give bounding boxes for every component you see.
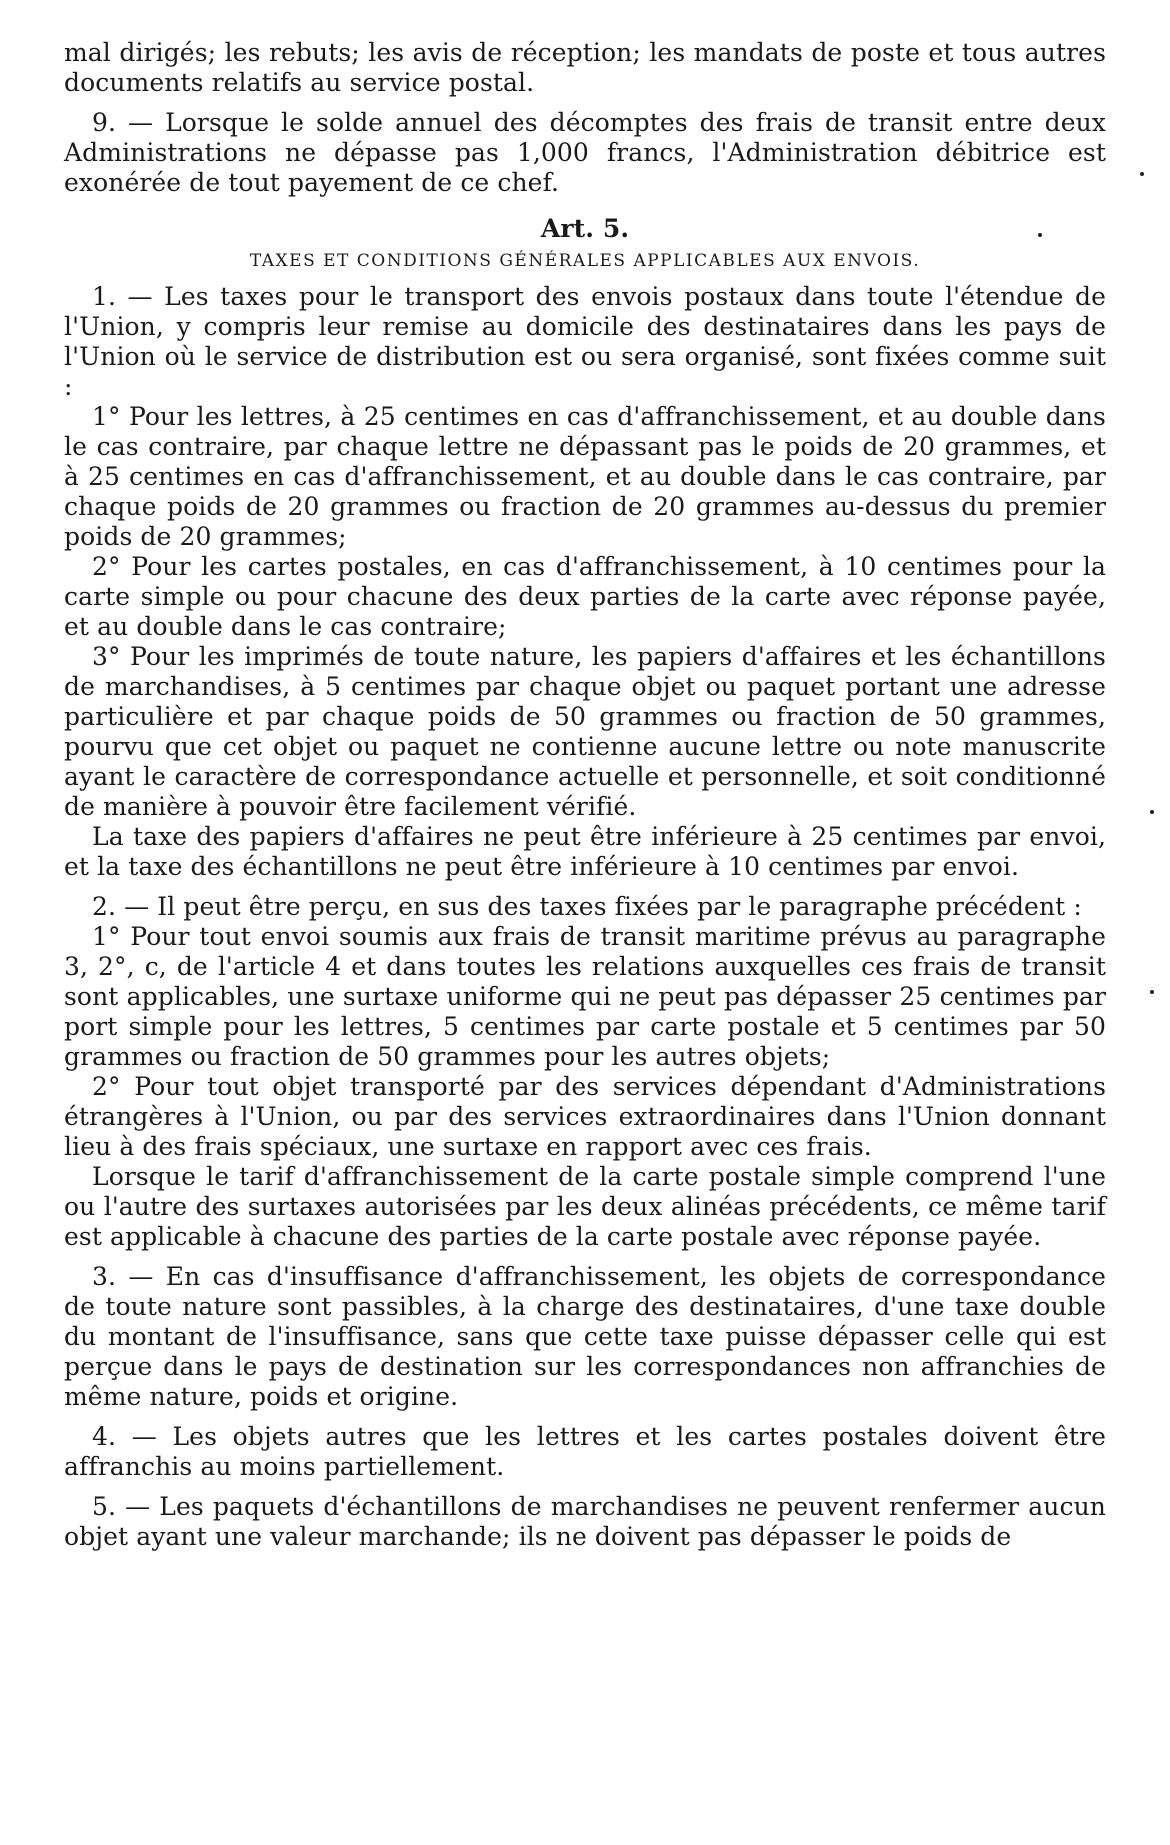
paragraph-3: 3. — En cas d'insuffisance d'affranchissement, les objets de correspondance de toute nature sont passibles, à la charge des destinataires, d'une taxe double du montant de l'insuffisance, sans que cette taxe puisse dépasser celle qui est perçue dans le pays de destination sur les correspondances non affranchies de même nature, poids et origine.: [64, 1262, 1106, 1411]
print-speck: [1150, 990, 1154, 994]
paragraph-4: 4. — Les objets autres que les lettres et les cartes postales doivent être affranchis au moins partiellement.: [64, 1422, 1106, 1481]
paragraph-1: 1. — Les taxes pour le transport des envois postaux dans toute l'étendue de l'Union, y compris leur remise au domicile des destinataires dans les pays de l'Union où le service de distribution est ou sera organisé, sont fixées comme suit :: [64, 282, 1106, 401]
print-speck: [1150, 810, 1154, 814]
article-title: Art. 5.: [540, 214, 630, 243]
print-speck: [1140, 172, 1144, 176]
paragraph-1-item-3: 3° Pour les imprimés de toute nature, les papiers d'affaires et les échantillons de marchandises, à 5 centimes par chaque objet ou paquet portant une adresse particulière et par chaque poids de 50 grammes ou fraction de 50 grammes, pourvu que cet objet ou paquet ne contienne aucune lettre ou note manuscrite ayant le caractère de correspondance actuelle et personnelle, et soit conditionné de manière à pouvoir être facilement vérifié.: [64, 642, 1106, 821]
print-speck: [1038, 233, 1042, 237]
paragraph-1-item-2: 2° Pour les cartes postales, en cas d'affranchissement, à 10 centimes pour la carte simple ou pour chacune des deux parties de la carte avec réponse payée, et au double dans le cas contraire;: [64, 552, 1106, 641]
paragraph-2: 2. — Il peut être perçu, en sus des taxes fixées par le paragraphe précédent :: [92, 892, 1082, 921]
document-page: [64, 38, 1106, 1552]
paragraph-2-item-2: 2° Pour tout objet transporté par des services dépendant d'Administrations étrangères à l'Union, ou par des services extraordinaires dans l'Union donnant lieu à des frais spéciaux, une surtaxe en rapport avec ces frais.: [64, 1072, 1106, 1161]
paragraph-intro-continuation: mal dirigés; les rebuts; les avis de réception; les mandats de poste et tous autres documents relatifs au service postal.: [64, 38, 1106, 97]
paragraph-2-item-1: 1° Pour tout envoi soumis aux frais de transit maritime prévus au paragraphe 3, 2°, c, de l'article 4 et dans toutes les relations auxquelles ces frais de transit sont applicables, une surtaxe uniforme qui ne peut pas dépasser 25 centimes par port simple pour les lettres, 5 centimes par carte postale et 5 centimes par 50 grammes ou fraction de 50 grammes pour les autres objets;: [64, 922, 1106, 1071]
paragraph-9: 9. — Lorsque le solde annuel des décomptes des frais de transit entre deux Administrations ne dépasse pas 1,000 francs, l'Administration débitrice est exonérée de tout payement de ce chef.: [64, 108, 1106, 197]
paragraph-5: 5. — Les paquets d'échantillons de marchandises ne peuvent renfermer aucun objet ayant une valeur marchande; ils ne doivent pas dépasser le poids de: [64, 1492, 1106, 1551]
paragraph-1-note: La taxe des papiers d'affaires ne peut être inférieure à 25 centimes par envoi, et la taxe des échantillons ne peut être inférieure à 10 centimes par envoi.: [64, 822, 1106, 881]
article-subtitle: TAXES ET CONDITIONS GÉNÉRALES APPLICABLES AUX ENVOIS.: [249, 251, 921, 271]
paragraph-1-item-1: 1° Pour les lettres, à 25 centimes en cas d'affranchissement, et au double dans le cas contraire, par chaque lettre ne dépassant pas le poids de 20 grammes, et à 25 centimes en cas d'affranchissement, et au double dans le cas contraire, par chaque poids de 20 grammes ou fraction de 20 grammes au-dessus du premier poids de 20 grammes;: [64, 402, 1106, 551]
paragraph-2-note: Lorsque le tarif d'affranchissement de la carte postale simple comprend l'une ou l'autre des surtaxes autorisées par les deux alinéas précédents, ce même tarif est applicable à chacune des parties de la carte postale avec réponse payée.: [64, 1162, 1106, 1251]
